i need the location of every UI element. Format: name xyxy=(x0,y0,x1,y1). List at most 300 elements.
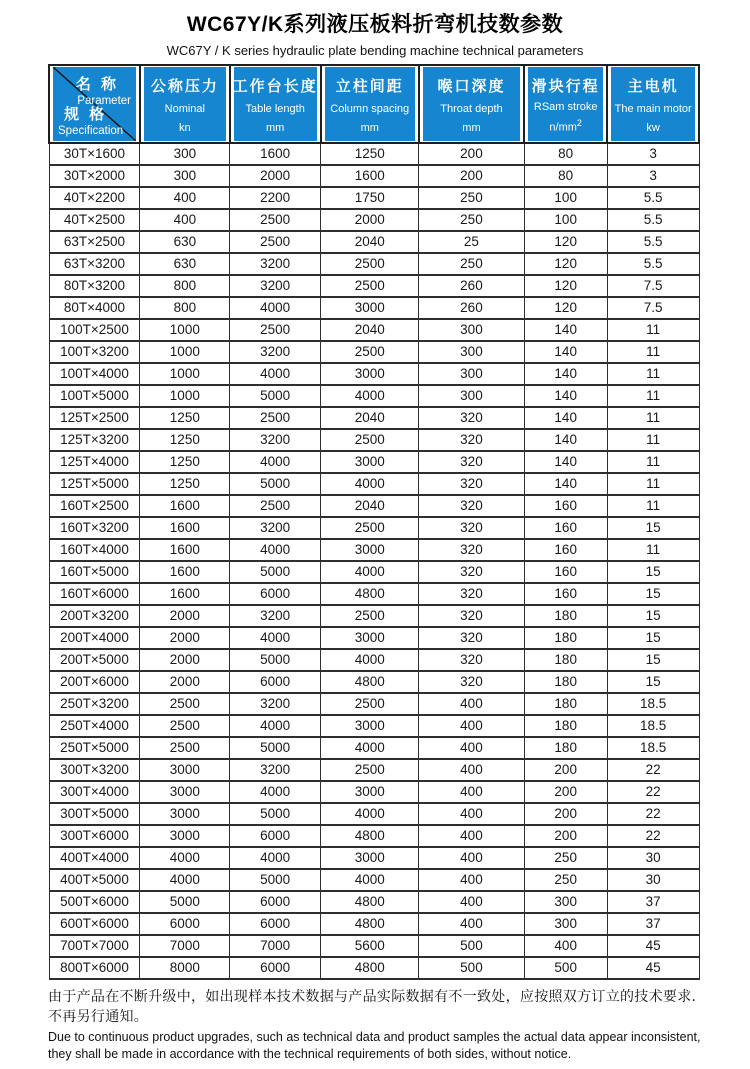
value-cell: 2000 xyxy=(140,649,230,671)
value-cell: 2500 xyxy=(140,715,230,737)
value-cell: 1600 xyxy=(321,165,419,187)
value-cell: 1600 xyxy=(140,495,230,517)
value-cell: 6000 xyxy=(230,583,321,605)
value-cell: 3200 xyxy=(230,429,321,451)
table-body xyxy=(49,143,699,979)
value-cell: 1600 xyxy=(140,561,230,583)
value-cell: 2200 xyxy=(230,187,321,209)
value-cell: 4000 xyxy=(230,363,321,385)
value-cell: 1250 xyxy=(140,473,230,495)
value-cell: 3000 xyxy=(321,781,419,803)
value-cell: 320 xyxy=(419,605,524,627)
value-cell: 2500 xyxy=(321,759,419,781)
value-cell: 300 xyxy=(419,341,524,363)
value-cell: 37 xyxy=(607,891,699,913)
spec-cell: 250T×5000 xyxy=(49,737,140,759)
value-cell: 15 xyxy=(607,649,699,671)
value-cell: 400 xyxy=(419,693,524,715)
value-cell: 180 xyxy=(524,715,607,737)
value-cell: 250 xyxy=(419,187,524,209)
table-row xyxy=(49,539,699,561)
column-title-en: Column spacing xyxy=(330,103,410,115)
value-cell: 180 xyxy=(524,693,607,715)
value-cell: 5000 xyxy=(230,803,321,825)
value-cell: 160 xyxy=(524,583,607,605)
spec-cell: 63T×3200 xyxy=(49,253,140,275)
value-cell: 180 xyxy=(524,627,607,649)
value-cell: 4800 xyxy=(321,825,419,847)
value-cell: 2000 xyxy=(321,209,419,231)
value-cell: 7000 xyxy=(140,935,230,957)
value-cell: 25 xyxy=(419,231,524,253)
corner-parameter-en: Parameter xyxy=(77,95,131,107)
value-cell: 250 xyxy=(419,253,524,275)
value-cell: 4000 xyxy=(230,715,321,737)
table-row xyxy=(49,429,699,451)
value-cell: 320 xyxy=(419,495,524,517)
value-cell: 4800 xyxy=(321,583,419,605)
table-row xyxy=(49,605,699,627)
table-row xyxy=(49,473,699,495)
value-cell: 1750 xyxy=(321,187,419,209)
corner-cell-background xyxy=(53,67,136,141)
value-cell: 100 xyxy=(524,209,607,231)
column-title-en: Nominal xyxy=(164,103,205,115)
value-cell: 2500 xyxy=(321,605,419,627)
table-row xyxy=(49,363,699,385)
value-cell: 400 xyxy=(419,891,524,913)
spec-cell: 125T×5000 xyxy=(49,473,140,495)
value-cell: 320 xyxy=(419,627,524,649)
value-cell: 15 xyxy=(607,561,699,583)
value-cell: 3000 xyxy=(321,539,419,561)
value-cell: 3200 xyxy=(230,253,321,275)
column-unit: mm xyxy=(462,122,481,134)
value-cell: 4000 xyxy=(321,737,419,759)
value-cell: 3 xyxy=(607,143,699,165)
value-cell: 140 xyxy=(524,473,607,495)
value-cell: 160 xyxy=(524,517,607,539)
value-cell: 200 xyxy=(524,781,607,803)
value-cell: 1600 xyxy=(230,143,321,165)
value-cell: 320 xyxy=(419,671,524,693)
value-cell: 300 xyxy=(419,319,524,341)
value-cell: 400 xyxy=(419,737,524,759)
value-cell: 260 xyxy=(419,275,524,297)
table-row xyxy=(49,517,699,539)
value-cell: 3200 xyxy=(230,275,321,297)
value-cell: 22 xyxy=(607,825,699,847)
value-cell: 140 xyxy=(524,407,607,429)
table-row xyxy=(49,187,699,209)
spec-sheet-page xyxy=(0,8,750,1062)
spec-cell: 80T×4000 xyxy=(49,297,140,319)
value-cell: 320 xyxy=(419,517,524,539)
value-cell: 400 xyxy=(419,869,524,891)
value-cell: 1000 xyxy=(140,341,230,363)
table-row xyxy=(49,165,699,187)
table-row xyxy=(49,649,699,671)
value-cell: 2040 xyxy=(321,407,419,429)
value-cell: 320 xyxy=(419,429,524,451)
spec-cell: 600T×6000 xyxy=(49,913,140,935)
value-cell: 3 xyxy=(607,165,699,187)
value-cell: 11 xyxy=(607,473,699,495)
table-row xyxy=(49,319,699,341)
value-cell: 3200 xyxy=(230,759,321,781)
value-cell: 2500 xyxy=(321,429,419,451)
value-cell: 400 xyxy=(419,803,524,825)
value-cell: 500 xyxy=(419,957,524,979)
spec-cell: 125T×2500 xyxy=(49,407,140,429)
column-title-zh: 喉口深度 xyxy=(437,78,506,95)
value-cell: 5000 xyxy=(230,649,321,671)
table-row xyxy=(49,781,699,803)
table-row xyxy=(49,583,699,605)
value-cell: 320 xyxy=(419,649,524,671)
value-cell: 300 xyxy=(419,363,524,385)
value-cell: 2500 xyxy=(321,693,419,715)
spec-cell: 125T×3200 xyxy=(49,429,140,451)
column-header xyxy=(140,65,230,143)
table-row xyxy=(49,209,699,231)
value-cell: 18.5 xyxy=(607,715,699,737)
spec-cell: 200T×3200 xyxy=(49,605,140,627)
value-cell: 4800 xyxy=(321,957,419,979)
value-cell: 5.5 xyxy=(607,231,699,253)
value-cell: 400 xyxy=(140,209,230,231)
table-row xyxy=(49,693,699,715)
spec-cell: 250T×3200 xyxy=(49,693,140,715)
column-title-en: Table length xyxy=(245,103,305,115)
value-cell: 5000 xyxy=(230,385,321,407)
value-cell: 200 xyxy=(419,165,524,187)
value-cell: 11 xyxy=(607,451,699,473)
value-cell: 180 xyxy=(524,671,607,693)
value-cell: 320 xyxy=(419,561,524,583)
value-cell: 3000 xyxy=(140,803,230,825)
value-cell: 140 xyxy=(524,319,607,341)
table-row xyxy=(49,407,699,429)
value-cell: 4000 xyxy=(230,781,321,803)
value-cell: 2000 xyxy=(140,605,230,627)
value-cell: 500 xyxy=(419,935,524,957)
value-cell: 2500 xyxy=(140,693,230,715)
value-cell: 2040 xyxy=(321,495,419,517)
value-cell: 2500 xyxy=(230,319,321,341)
spec-cell: 400T×4000 xyxy=(49,847,140,869)
value-cell: 2040 xyxy=(321,319,419,341)
spec-cell: 160T×5000 xyxy=(49,561,140,583)
value-cell: 100 xyxy=(524,187,607,209)
value-cell: 1250 xyxy=(140,451,230,473)
value-cell: 5.5 xyxy=(607,209,699,231)
column-unit: kw xyxy=(646,122,660,134)
value-cell: 1250 xyxy=(321,143,419,165)
value-cell: 6000 xyxy=(230,913,321,935)
value-cell: 3000 xyxy=(321,451,419,473)
value-cell: 15 xyxy=(607,627,699,649)
value-cell: 400 xyxy=(419,781,524,803)
column-unit: mm xyxy=(266,122,285,134)
value-cell: 300 xyxy=(524,891,607,913)
value-cell: 5.5 xyxy=(607,253,699,275)
value-cell: 11 xyxy=(607,539,699,561)
table-row xyxy=(49,143,699,165)
value-cell: 2500 xyxy=(321,341,419,363)
value-cell: 45 xyxy=(607,957,699,979)
value-cell: 2500 xyxy=(230,495,321,517)
spec-cell: 160T×3200 xyxy=(49,517,140,539)
spec-cell: 200T×5000 xyxy=(49,649,140,671)
value-cell: 11 xyxy=(607,385,699,407)
spec-cell: 100T×2500 xyxy=(49,319,140,341)
column-title-en: RSam stroke xyxy=(533,101,598,114)
header-corner-cell xyxy=(49,65,140,143)
table-row xyxy=(49,847,699,869)
spec-cell: 700T×7000 xyxy=(49,935,140,957)
spec-cell: 100T×4000 xyxy=(49,363,140,385)
value-cell: 800 xyxy=(140,297,230,319)
value-cell: 80 xyxy=(524,165,607,187)
value-cell: 5000 xyxy=(230,869,321,891)
value-cell: 2500 xyxy=(230,407,321,429)
table-row xyxy=(49,451,699,473)
value-cell: 2000 xyxy=(230,165,321,187)
spec-cell: 160T×2500 xyxy=(49,495,140,517)
value-cell: 4000 xyxy=(321,803,419,825)
value-cell: 3000 xyxy=(321,847,419,869)
value-cell: 4000 xyxy=(230,627,321,649)
spec-cell: 80T×3200 xyxy=(49,275,140,297)
table-row xyxy=(49,913,699,935)
value-cell: 15 xyxy=(607,671,699,693)
table-row xyxy=(49,869,699,891)
value-cell: 18.5 xyxy=(607,693,699,715)
value-cell: 6000 xyxy=(230,957,321,979)
value-cell: 6000 xyxy=(230,671,321,693)
column-title-en: The main motor xyxy=(614,103,692,115)
column-header xyxy=(321,65,419,143)
value-cell: 15 xyxy=(607,605,699,627)
spec-cell: 200T×4000 xyxy=(49,627,140,649)
value-cell: 1000 xyxy=(140,385,230,407)
table-row xyxy=(49,561,699,583)
corner-parameter-zh: 名 称 xyxy=(75,76,119,93)
column-header xyxy=(419,65,524,143)
value-cell: 11 xyxy=(607,363,699,385)
spec-cell: 200T×6000 xyxy=(49,671,140,693)
corner-specification-zh: 规 格 xyxy=(64,106,108,123)
footer-note xyxy=(48,986,720,1062)
value-cell: 2040 xyxy=(321,231,419,253)
value-cell: 5600 xyxy=(321,935,419,957)
value-cell: 5000 xyxy=(230,561,321,583)
value-cell: 3200 xyxy=(230,605,321,627)
spec-cell: 800T×6000 xyxy=(49,957,140,979)
value-cell: 120 xyxy=(524,253,607,275)
value-cell: 140 xyxy=(524,385,607,407)
value-cell: 3200 xyxy=(230,341,321,363)
value-cell: 2500 xyxy=(230,231,321,253)
value-cell: 3000 xyxy=(140,781,230,803)
value-cell: 4000 xyxy=(140,847,230,869)
value-cell: 400 xyxy=(419,715,524,737)
value-cell: 3000 xyxy=(321,297,419,319)
spec-cell: 30T×2000 xyxy=(49,165,140,187)
spec-cell: 160T×6000 xyxy=(49,583,140,605)
column-header xyxy=(230,65,321,143)
value-cell: 30 xyxy=(607,847,699,869)
value-cell: 180 xyxy=(524,605,607,627)
value-cell: 160 xyxy=(524,495,607,517)
value-cell: 200 xyxy=(524,759,607,781)
value-cell: 300 xyxy=(419,385,524,407)
spec-cell: 63T×2500 xyxy=(49,231,140,253)
value-cell: 400 xyxy=(419,759,524,781)
corner-specification-label xyxy=(58,103,123,137)
value-cell: 140 xyxy=(524,429,607,451)
column-title-zh: 滑块行程 xyxy=(531,78,600,95)
spec-cell: 300T×6000 xyxy=(49,825,140,847)
value-cell: 140 xyxy=(524,363,607,385)
value-cell: 1600 xyxy=(140,517,230,539)
value-cell: 2500 xyxy=(321,517,419,539)
spec-cell: 30T×1600 xyxy=(49,143,140,165)
table-row xyxy=(49,231,699,253)
value-cell: 320 xyxy=(419,539,524,561)
spec-cell: 250T×4000 xyxy=(49,715,140,737)
value-cell: 11 xyxy=(607,341,699,363)
value-cell: 180 xyxy=(524,649,607,671)
value-cell: 2000 xyxy=(140,671,230,693)
value-cell: 4000 xyxy=(321,561,419,583)
value-cell: 4000 xyxy=(230,297,321,319)
value-cell: 11 xyxy=(607,495,699,517)
value-cell: 30 xyxy=(607,869,699,891)
value-cell: 22 xyxy=(607,759,699,781)
value-cell: 400 xyxy=(140,187,230,209)
table-row xyxy=(49,737,699,759)
value-cell: 2500 xyxy=(140,737,230,759)
value-cell: 7000 xyxy=(230,935,321,957)
column-title-zh: 立柱间距 xyxy=(335,78,404,95)
value-cell: 140 xyxy=(524,341,607,363)
column-header xyxy=(607,65,699,143)
value-cell: 8000 xyxy=(140,957,230,979)
value-cell: 1250 xyxy=(140,407,230,429)
value-cell: 4000 xyxy=(321,869,419,891)
column-unit: mm xyxy=(360,122,379,134)
spec-cell: 300T×3200 xyxy=(49,759,140,781)
value-cell: 22 xyxy=(607,803,699,825)
value-cell: 1000 xyxy=(140,319,230,341)
spec-cell: 40T×2500 xyxy=(49,209,140,231)
value-cell: 800 xyxy=(140,275,230,297)
value-cell: 630 xyxy=(140,231,230,253)
spec-cell: 100T×5000 xyxy=(49,385,140,407)
spec-cell: 100T×3200 xyxy=(49,341,140,363)
value-cell: 200 xyxy=(419,143,524,165)
column-title-zh: 公称压力 xyxy=(150,78,219,95)
value-cell: 4000 xyxy=(230,451,321,473)
value-cell: 4000 xyxy=(230,539,321,561)
spec-cell: 500T×6000 xyxy=(49,891,140,913)
value-cell: 320 xyxy=(419,473,524,495)
table-row xyxy=(49,341,699,363)
value-cell: 300 xyxy=(524,913,607,935)
value-cell: 45 xyxy=(607,935,699,957)
table-row xyxy=(49,495,699,517)
value-cell: 180 xyxy=(524,737,607,759)
value-cell: 1600 xyxy=(140,583,230,605)
value-cell: 3000 xyxy=(321,627,419,649)
spec-cell: 40T×2200 xyxy=(49,187,140,209)
table-row xyxy=(49,385,699,407)
page-subtitle: WC67Y / K series hydraulic plate bending machine technical parameters xyxy=(166,43,584,58)
value-cell: 3000 xyxy=(140,759,230,781)
value-cell: 11 xyxy=(607,407,699,429)
value-cell: 5000 xyxy=(230,473,321,495)
column-title-en: Throat depth xyxy=(440,103,503,115)
value-cell: 400 xyxy=(419,913,524,935)
value-cell: 320 xyxy=(419,583,524,605)
column-title-zh: 主电机 xyxy=(627,78,679,95)
column-header xyxy=(524,65,607,143)
table-row xyxy=(49,297,699,319)
value-cell: 400 xyxy=(524,935,607,957)
spec-cell: 300T×4000 xyxy=(49,781,140,803)
column-unit: $n/mm^2$ xyxy=(549,118,582,134)
value-cell: 320 xyxy=(419,451,524,473)
value-cell: 2500 xyxy=(321,275,419,297)
corner-parameter-label xyxy=(76,73,131,107)
value-cell: 15 xyxy=(607,517,699,539)
table-row xyxy=(49,253,699,275)
value-cell: 160 xyxy=(524,539,607,561)
table-row xyxy=(49,957,699,979)
value-cell: 630 xyxy=(140,253,230,275)
table-row xyxy=(49,825,699,847)
value-cell: 400 xyxy=(419,825,524,847)
value-cell: 3000 xyxy=(321,363,419,385)
value-cell: 6000 xyxy=(230,825,321,847)
value-cell: 22 xyxy=(607,781,699,803)
value-cell: 1600 xyxy=(140,539,230,561)
value-cell: 140 xyxy=(524,451,607,473)
header-row xyxy=(49,65,699,143)
column-unit: kn xyxy=(179,122,191,134)
footer-note-zh: 由于产品在不断升级中，如出现样本技术数据与产品实际数据有不一致处，应按照双方订立的技术要求．不再另行通知。 xyxy=(48,988,706,1024)
table-row xyxy=(49,935,699,957)
table-row xyxy=(49,759,699,781)
value-cell: 6000 xyxy=(140,913,230,935)
column-title-zh: 工作台长度 xyxy=(232,78,318,95)
value-cell: 3000 xyxy=(321,715,419,737)
table-row xyxy=(49,715,699,737)
value-cell: 160 xyxy=(524,561,607,583)
value-cell: 4000 xyxy=(321,473,419,495)
value-cell: 3200 xyxy=(230,517,321,539)
spec-cell: 400T×5000 xyxy=(49,869,140,891)
value-cell: 400 xyxy=(419,847,524,869)
table-row xyxy=(49,803,699,825)
value-cell: 11 xyxy=(607,319,699,341)
value-cell: 4000 xyxy=(140,869,230,891)
value-cell: 4000 xyxy=(230,847,321,869)
value-cell: 250 xyxy=(524,847,607,869)
value-cell: 3200 xyxy=(230,693,321,715)
